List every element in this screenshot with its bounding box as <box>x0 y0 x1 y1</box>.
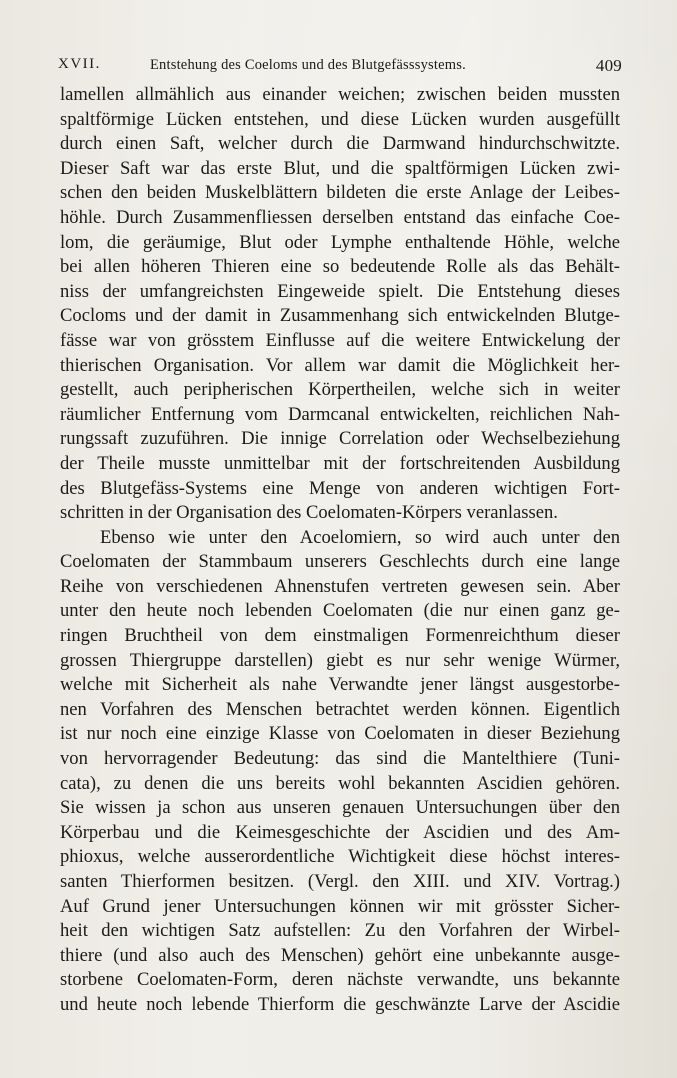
text-line: Sie wissen ja schon aus unseren genauen Untersuchungen über den <box>60 797 620 819</box>
text-line: grossen Thiergruppe darstellen) giebt es nur sehr wenige Würmer, <box>60 649 620 671</box>
text-line: thiere (und also auch des Menschen) gehört eine unbekannte ausge- <box>60 944 620 966</box>
text-line: nen Vorfahren des Menschen betrachtet werden können. Eigentlich <box>60 698 620 720</box>
text-line: Coelomaten der Stammbaum unserers Geschlechts durch eine lange <box>60 551 620 573</box>
text-line: rungssaft zuzuführen. Die innige Correlation oder Wechselbeziehung <box>60 428 620 450</box>
page-number: 409 <box>595 56 622 75</box>
text-line: fässe war von grösstem Einflusse auf die weitere Entwickelung der <box>60 329 620 351</box>
text-line: schritten in der Organisation des Coelomaten-Körpers veranlassen. <box>60 502 558 524</box>
text-line: storbene Coelomaten-Form, deren nächste verwandte, uns bekannte <box>60 969 620 991</box>
text-line: von hervorragender Bedeutung: das sind die Mantelthiere (Tuni- <box>60 748 620 770</box>
text-line: Cocloms und der damit in Zusammenhang sich entwickelnden Blutge- <box>60 305 620 327</box>
text-line: unter den heute noch lebenden Coelomaten (die nur einen ganz ge- <box>60 600 620 622</box>
chapter-number: XVII. <box>58 56 101 72</box>
body-text <box>60 83 620 1018</box>
text-line: lom, die geräumige, Blut oder Lymphe enthaltende Höhle, welche <box>60 231 620 253</box>
text-line: welche mit Sicherheit als nahe Verwandte jener längst ausgestorbe- <box>60 674 620 696</box>
text-line: Reihe von verschiedenen Ahnenstufen vertreten gewesen sein. Aber <box>60 575 620 597</box>
text-line: heit den wichtigen Satz aufstellen: Zu den Vorfahren der Wirbel- <box>60 920 620 942</box>
text-line: spaltförmige Lücken entstehen, und diese Lücken wurden ausgefüllt <box>60 108 620 130</box>
text-line: cata), zu denen die uns bereits wohl bekannten Ascidien gehören. <box>60 772 620 794</box>
text-line: des Blutgefäss-Systems eine Menge von anderen wichtigen Fort- <box>60 477 620 499</box>
text-line: niss der umfangreichsten Eingeweide spielt. Die Entstehung dieses <box>60 280 620 302</box>
text-line: der Theile musste unmittelbar mit der fortschreitenden Ausbildung <box>60 452 620 474</box>
text-line: und heute noch lebende Thierform die geschwänzte Larve der Ascidie <box>60 993 620 1015</box>
text-line: ringen Bruchtheil von dem einstmaligen Formenreichthum dieser <box>60 625 620 647</box>
text-line: santen Thierformen besitzen. (Vergl. den XIII. und XIV. Vortrag.) <box>60 871 620 892</box>
text-line: Ebenso wie unter den Acoelomiern, so wird auch unter den <box>100 526 620 548</box>
running-title: Entstehung des Coeloms und des Blutgefässsystems. <box>150 57 466 73</box>
text-line: Auf Grund jener Untersuchungen können wir mit grösster Sicher- <box>60 895 620 917</box>
text-line: höhle. Durch Zusammenfliessen derselben entstand das einfache Coe- <box>60 206 620 228</box>
text-line: lamellen allmählich aus einander weichen; zwischen beiden mussten <box>60 84 620 105</box>
text-line: Dieser Saft war das erste Blut, und die spaltförmigen Lücken zwi- <box>60 157 620 179</box>
text-line: räumlicher Entfernung vom Darmcanal entwickelten, reichlichen Nah- <box>60 403 620 425</box>
text-line: Körperbau und die Keimesgeschichte der Ascidien und des Am- <box>60 821 620 843</box>
text-line: gestellt, auch peripherischen Körpertheilen, welche sich in weiter <box>60 379 620 401</box>
text-line: phioxus, welche ausserordentliche Wichtigkeit diese höchst interes- <box>60 846 620 868</box>
text-line: thierischen Organisation. Vor allem war damit die Möglichkeit her- <box>60 354 620 376</box>
paragraph <box>60 526 620 1018</box>
text-line: ist nur noch eine einzige Klasse von Coelomaten in dieser Beziehung <box>60 723 620 745</box>
paragraph <box>60 83 620 526</box>
text-line: bei allen höheren Thieren eine so bedeutende Rolle als das Behält- <box>60 256 620 278</box>
text-line: durch einen Saft, welcher durch die Darmwand hindurchschwitzte. <box>60 133 620 155</box>
text-line: schen den beiden Muskelblättern bildeten die erste Anlage der Leibes- <box>60 182 620 204</box>
page-header <box>58 56 626 82</box>
